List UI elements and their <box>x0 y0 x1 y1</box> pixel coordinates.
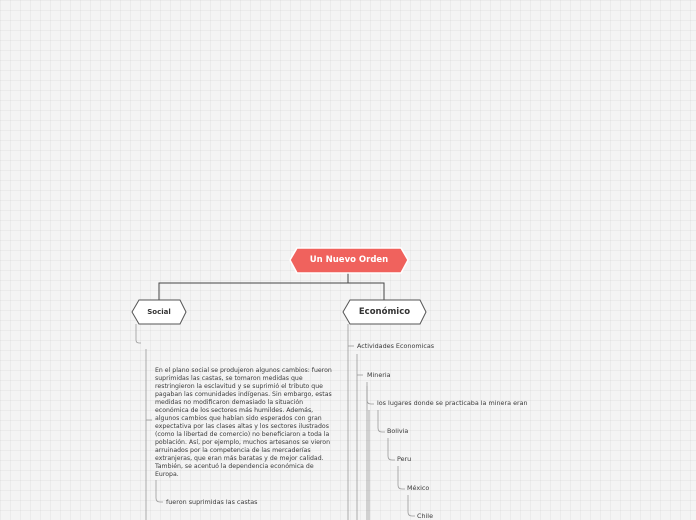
social-description-text[interactable]: En el plano social se produjeron algunos cambios: fueron suprimidas las castas, se tomaron medidas que restringieron la esclavitud y se suprimió el tributo que pagaban las comunidades indígenas. Sin embargo, estas medidas no modificaron demasiado la situación económica de los sectores más humildes. Además, algunos cambios que habían sido esperados con gran expectativa por las clases altas y los sectores ilustrados (como la libertad de comercio) no beneficiaron a toda la población. Así, por ejemplo, muchos artesanos se vieron arruinados por la competencia de las mercaderías extranjeras, que eran más baratas y de mejor calidad. También, se acentuó la dependencia económica de Europa. <box>155 367 332 478</box>
economico-node-label[interactable]: Económico <box>358 307 411 317</box>
eco-item-chile[interactable]: Chile <box>417 512 433 520</box>
root-node-label[interactable]: Un Nuevo Orden <box>309 255 389 265</box>
eco-item-mineria[interactable]: Mineria <box>367 371 391 379</box>
economico-tree-lines <box>348 324 415 520</box>
eco-item-lugares[interactable]: los lugares donde se practicaba la minera eran <box>377 399 528 407</box>
eco-item-mexico[interactable]: México <box>407 484 430 492</box>
eco-item-peru[interactable]: Peru <box>397 455 412 463</box>
eco-item-actividades[interactable]: Actividades Economicas <box>357 342 435 350</box>
social-child-castas[interactable]: fueron suprimidas las castas <box>166 498 258 506</box>
root-connectors <box>159 273 384 300</box>
social-node-label[interactable]: Social <box>147 308 171 316</box>
eco-item-bolivia[interactable]: Bolivia <box>387 427 409 435</box>
